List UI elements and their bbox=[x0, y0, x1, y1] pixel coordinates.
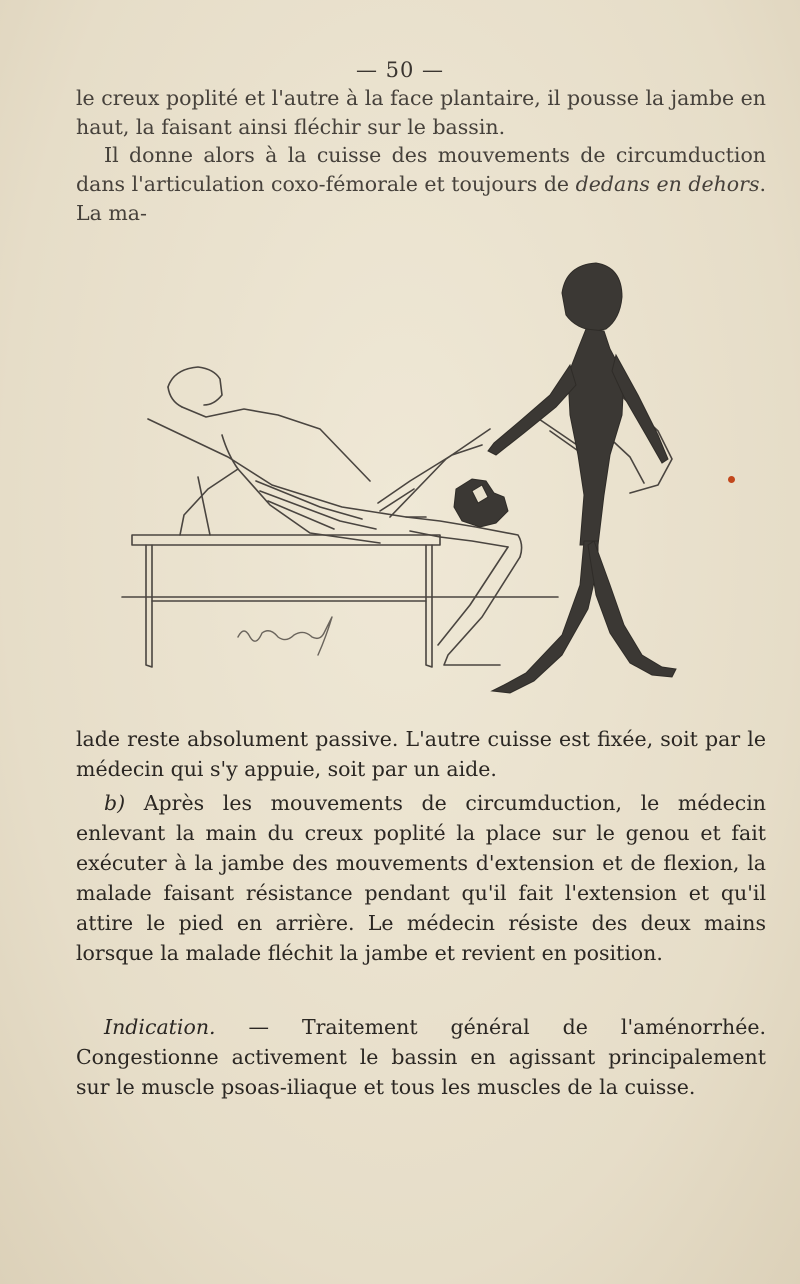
paragraph-continuation bbox=[76, 84, 766, 142]
italic-phrase: dedans en dehors bbox=[575, 172, 760, 196]
paragraph-text: Il donne alors à la cuisse des mouvements de circumduction dans l'articulation coxo-fémorale et toujours de bbox=[76, 143, 766, 196]
step-label: b) bbox=[104, 791, 126, 815]
paragraph-indication bbox=[76, 1012, 766, 1102]
ink-spot bbox=[728, 476, 735, 483]
paragraph-text: — Traitement général de l'aménorrhée. Congestionne activement le bassin en agissant principalement sur le muscle psoas-iliaque et tous les muscles de la cuisse. bbox=[76, 1015, 766, 1099]
scribble-mark bbox=[238, 617, 332, 655]
page-number: — 50 — bbox=[355, 58, 445, 82]
paragraph-passive bbox=[76, 724, 766, 784]
paragraph-circumduction bbox=[76, 141, 766, 228]
paragraph-step-b bbox=[76, 788, 766, 968]
doctor-figure bbox=[454, 263, 676, 693]
illustration-figure bbox=[110, 245, 710, 705]
paragraph-text: Après les mouvements de circumduction, le médecin enlevant la main du creux poplité la place sur le genou et fait exécuter à la jambe des mouvements d'extension et de flexion, la malade faisant résistance pendant qu'il fait l'extension et qu'il attire le pied en arrière. Le médecin résiste des deux mains lorsque la malade fléchit la jambe et revient en position. bbox=[76, 791, 766, 965]
illustration-svg bbox=[110, 245, 710, 705]
paragraph-text: lade reste absolument passive. L'autre cuisse est fixée, soit par le médecin qui s'y appuie, soit par un aide. bbox=[76, 727, 766, 781]
indication-label: Indication. bbox=[104, 1015, 216, 1039]
paragraph-text: le creux poplité et l'autre à la face plantaire, il pousse la jambe en haut, la faisant ainsi fléchir sur le bassin. bbox=[76, 86, 766, 139]
paragraph-text-end: . La ma- bbox=[76, 172, 766, 225]
